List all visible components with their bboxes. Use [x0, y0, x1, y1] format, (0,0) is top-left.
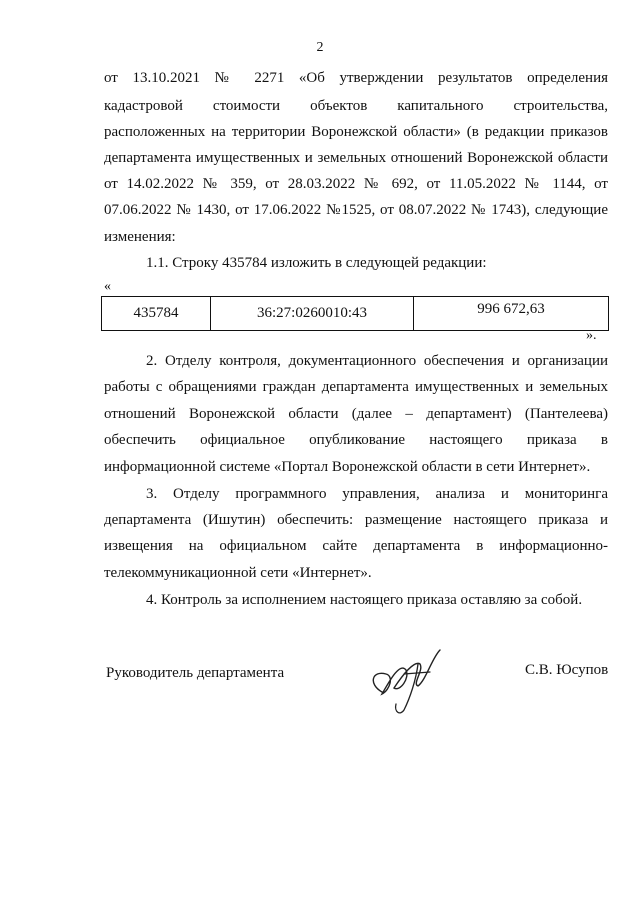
cadastral-value-cell: 996 672,63 — [414, 297, 609, 331]
paragraph-2-line-2: работы с обращениями граждан департамента имущественных и земельных — [104, 379, 608, 395]
paragraph-3-line-2: департамента (Ишутин) обеспечить: размещение настоящего приказа и — [104, 512, 608, 528]
signatory-title: Руководитель департамента — [106, 665, 285, 681]
paragraph-1-line-5: от 14.02.2022 № 359, от 28.03.2022 № 692, от 11.05.2022 № 1144, от — [104, 176, 608, 192]
cadastral-number-cell: 36:27:0260010:43 — [211, 297, 414, 331]
signatory-name: С.В. Юсупов — [525, 662, 609, 678]
paragraph-3-line-3: извещения на официальном сайте департамента в информационно- — [104, 538, 608, 554]
page-number: 2 — [316, 40, 324, 55]
paragraph-1-line-1: от 13.10.2021 № 2271 «Об утверждении результатов определения — [104, 70, 608, 86]
item-1-1: 1.1. Строку 435784 изложить в следующей редакции: — [146, 255, 487, 271]
quote-close: ». — [586, 328, 597, 343]
paragraph-2-line-4: обеспечить официальное опубликование настоящего приказа в — [104, 432, 608, 448]
paragraph-1-line-7: изменения: — [104, 229, 176, 245]
handwritten-signature — [360, 640, 450, 718]
quote-open: « — [104, 279, 111, 294]
paragraph-2-line-5: информационной системе «Портал Воронежской области в сети Интернет». — [104, 459, 591, 475]
paragraph-1-line-3: расположенных на территории Воронежской области» (в редакции приказов — [104, 124, 608, 140]
cadastral-table — [101, 296, 609, 331]
paragraph-1-line-4: департамента имущественных и земельных отношений Воронежской области — [104, 150, 608, 166]
row-number-cell: 435784 — [102, 297, 211, 331]
table-row — [102, 297, 609, 331]
paragraph-3-line-1: 3. Отделу программного управления, анализа и мониторинга — [146, 486, 608, 502]
paragraph-4: 4. Контроль за исполнением настоящего приказа оставляю за собой. — [146, 592, 583, 608]
paragraph-3-line-4: телекоммуникационной сети «Интернет». — [104, 565, 372, 581]
paragraph-2-line-1: 2. Отделу контроля, документационного обеспечения и организации — [146, 353, 608, 369]
paragraph-1-line-2: кадастровой стоимости объектов капитального строительства, — [104, 98, 608, 114]
paragraph-1-line-6: 07.06.2022 № 1430, от 17.06.2022 №1525, от 08.07.2022 № 1743), следующие — [104, 202, 608, 218]
paragraph-2-line-3: отношений Воронежской области (далее – департамент) (Пантелеева) — [104, 406, 608, 422]
